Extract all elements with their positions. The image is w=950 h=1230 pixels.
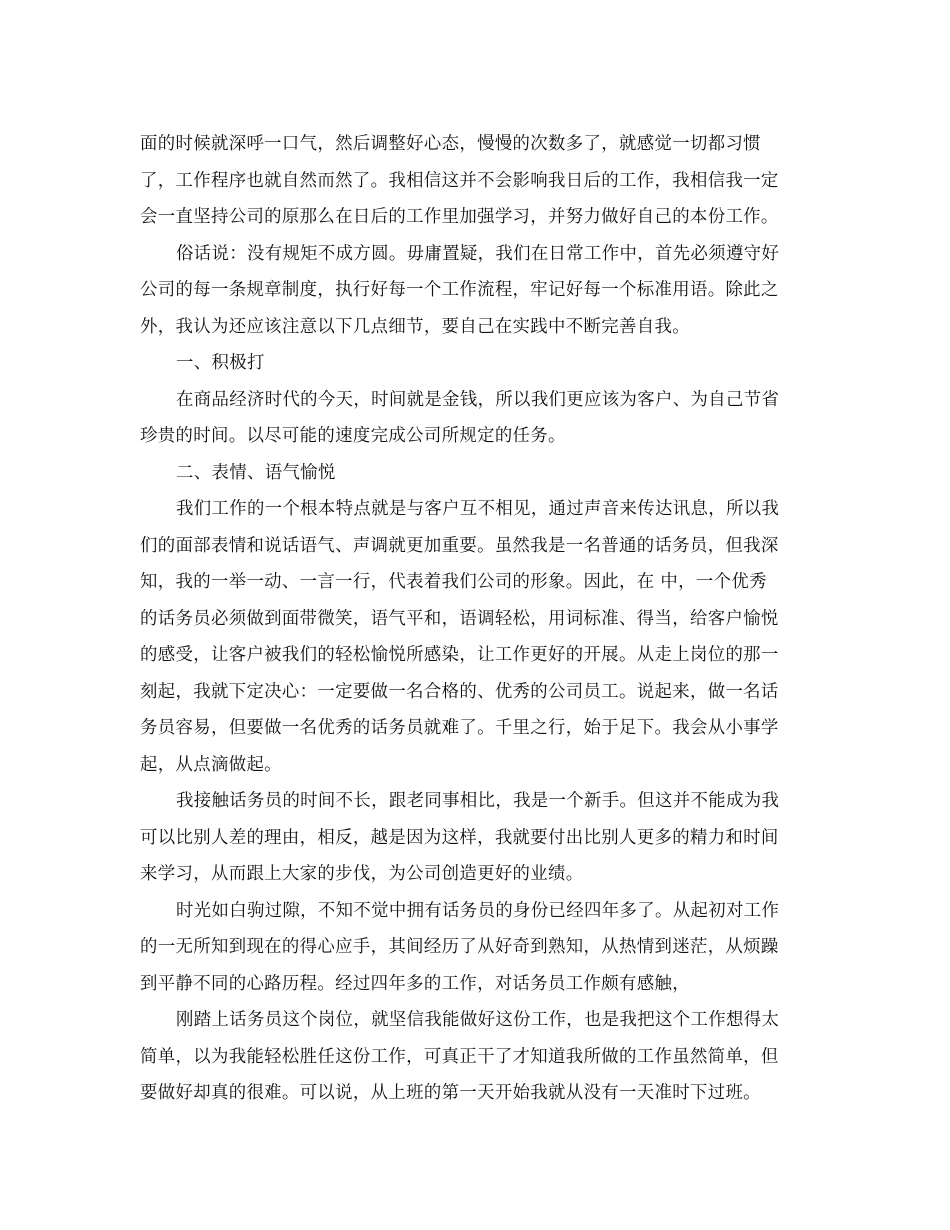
text-line: 来学习，从而跟上大家的步伐，为公司创造更好的业绩。 bbox=[140, 864, 584, 884]
document-body bbox=[140, 126, 812, 1112]
text-line: 可以比别人差的理由，相反，越是因为这样，我就要付出比别人更多的精力和时间 bbox=[140, 827, 779, 848]
text-line: 刚踏上话务员这个岗位，就坚信我能做好这份工作，也是我把这个工作想得太 bbox=[176, 1010, 780, 1030]
text-line: 的话务员必须做到面带微笑，语气平和，语调轻松，用词标准、得当，给客户愉悦 bbox=[140, 608, 779, 629]
text-line: 的一无所知到现在的得心应手，其间经历了从好奇到熟知，从热情到迷茫，从烦躁 bbox=[140, 937, 779, 957]
text-line: 要做好却真的很难。可以说，从上班的第一天开始我就从没有一天准时下过班。 bbox=[140, 1083, 761, 1103]
text-line: 简单，以为我能轻松胜任这份工作，可真正干了才知道我所做的工作虽然简单，但 bbox=[140, 1046, 779, 1067]
text-line: 知，我的一举一动、一言一行，代表着我们公司的形象。因此，在 中，一个优秀 bbox=[140, 572, 767, 592]
text-line: 到平静不同的心路历程。经过四年多的工作，对话务员工作颇有感触， bbox=[140, 973, 690, 994]
text-line: 起，从点滴做起。 bbox=[140, 754, 282, 775]
text-line: 外，我认为还应该注意以下几点细节，要自己在实践中不断完善自我。 bbox=[140, 316, 690, 337]
section-heading: 二、表情、语气愉悦 bbox=[176, 462, 336, 483]
text-line: 公司的每一条规章制度，执行好每一个工作流程，牢记好每一个标准用语。除此之 bbox=[140, 280, 779, 300]
text-line: 会一直坚持公司的原那么在日后的工作里加强学习，并努力做好自己的本份工作。 bbox=[140, 207, 779, 227]
text-line: 面的时候就深呼一口气，然后调整好心态，慢慢的次数多了，就感觉一切都习惯 bbox=[140, 134, 761, 154]
text-line: 时光如白驹过隙，不知不觉中拥有话务员的身份已经四年多了。从起初对工作 bbox=[176, 900, 780, 921]
text-line: 们的面部表情和说话语气、声调就更加重要。虽然我是一名普通的话务员，但我深 bbox=[140, 535, 779, 556]
text-line: 我接触话务员的时间不长，跟老同事相比，我是一个新手。但这并不能成为我 bbox=[176, 791, 780, 811]
text-line: 刻起，我就下定决心：一定要做一名合格的、优秀的公司员工。说起来，做一名话 bbox=[140, 681, 779, 702]
text-line: 珍贵的时间。以尽可能的速度完成公司所规定的任务。 bbox=[140, 426, 566, 446]
text-line: 在商品经济时代的今天，时间就是金钱，所以我们更应该为客户、为自己节省 bbox=[176, 389, 780, 410]
text-line: 务员容易，但要做一名优秀的话务员就难了。千里之行，始于足下。我会从小事学 bbox=[140, 718, 779, 738]
text-line: 俗话说：没有规矩不成方圆。毋庸置疑，我们在日常工作中，首先必须遵守好 bbox=[176, 243, 780, 264]
text-line: 了，工作程序也就自然而然了。我相信这并不会影响我日后的工作，我相信我一定 bbox=[140, 170, 779, 191]
section-heading: 一、积极打 bbox=[176, 353, 265, 373]
text-line: 我们工作的一个根本特点就是与客户互不相见，通过声音来传达讯息，所以我 bbox=[176, 499, 780, 519]
text-line: 的感受，让客户被我们的轻松愉悦所感染，让工作更好的开展。从走上岗位的那一 bbox=[140, 645, 779, 665]
